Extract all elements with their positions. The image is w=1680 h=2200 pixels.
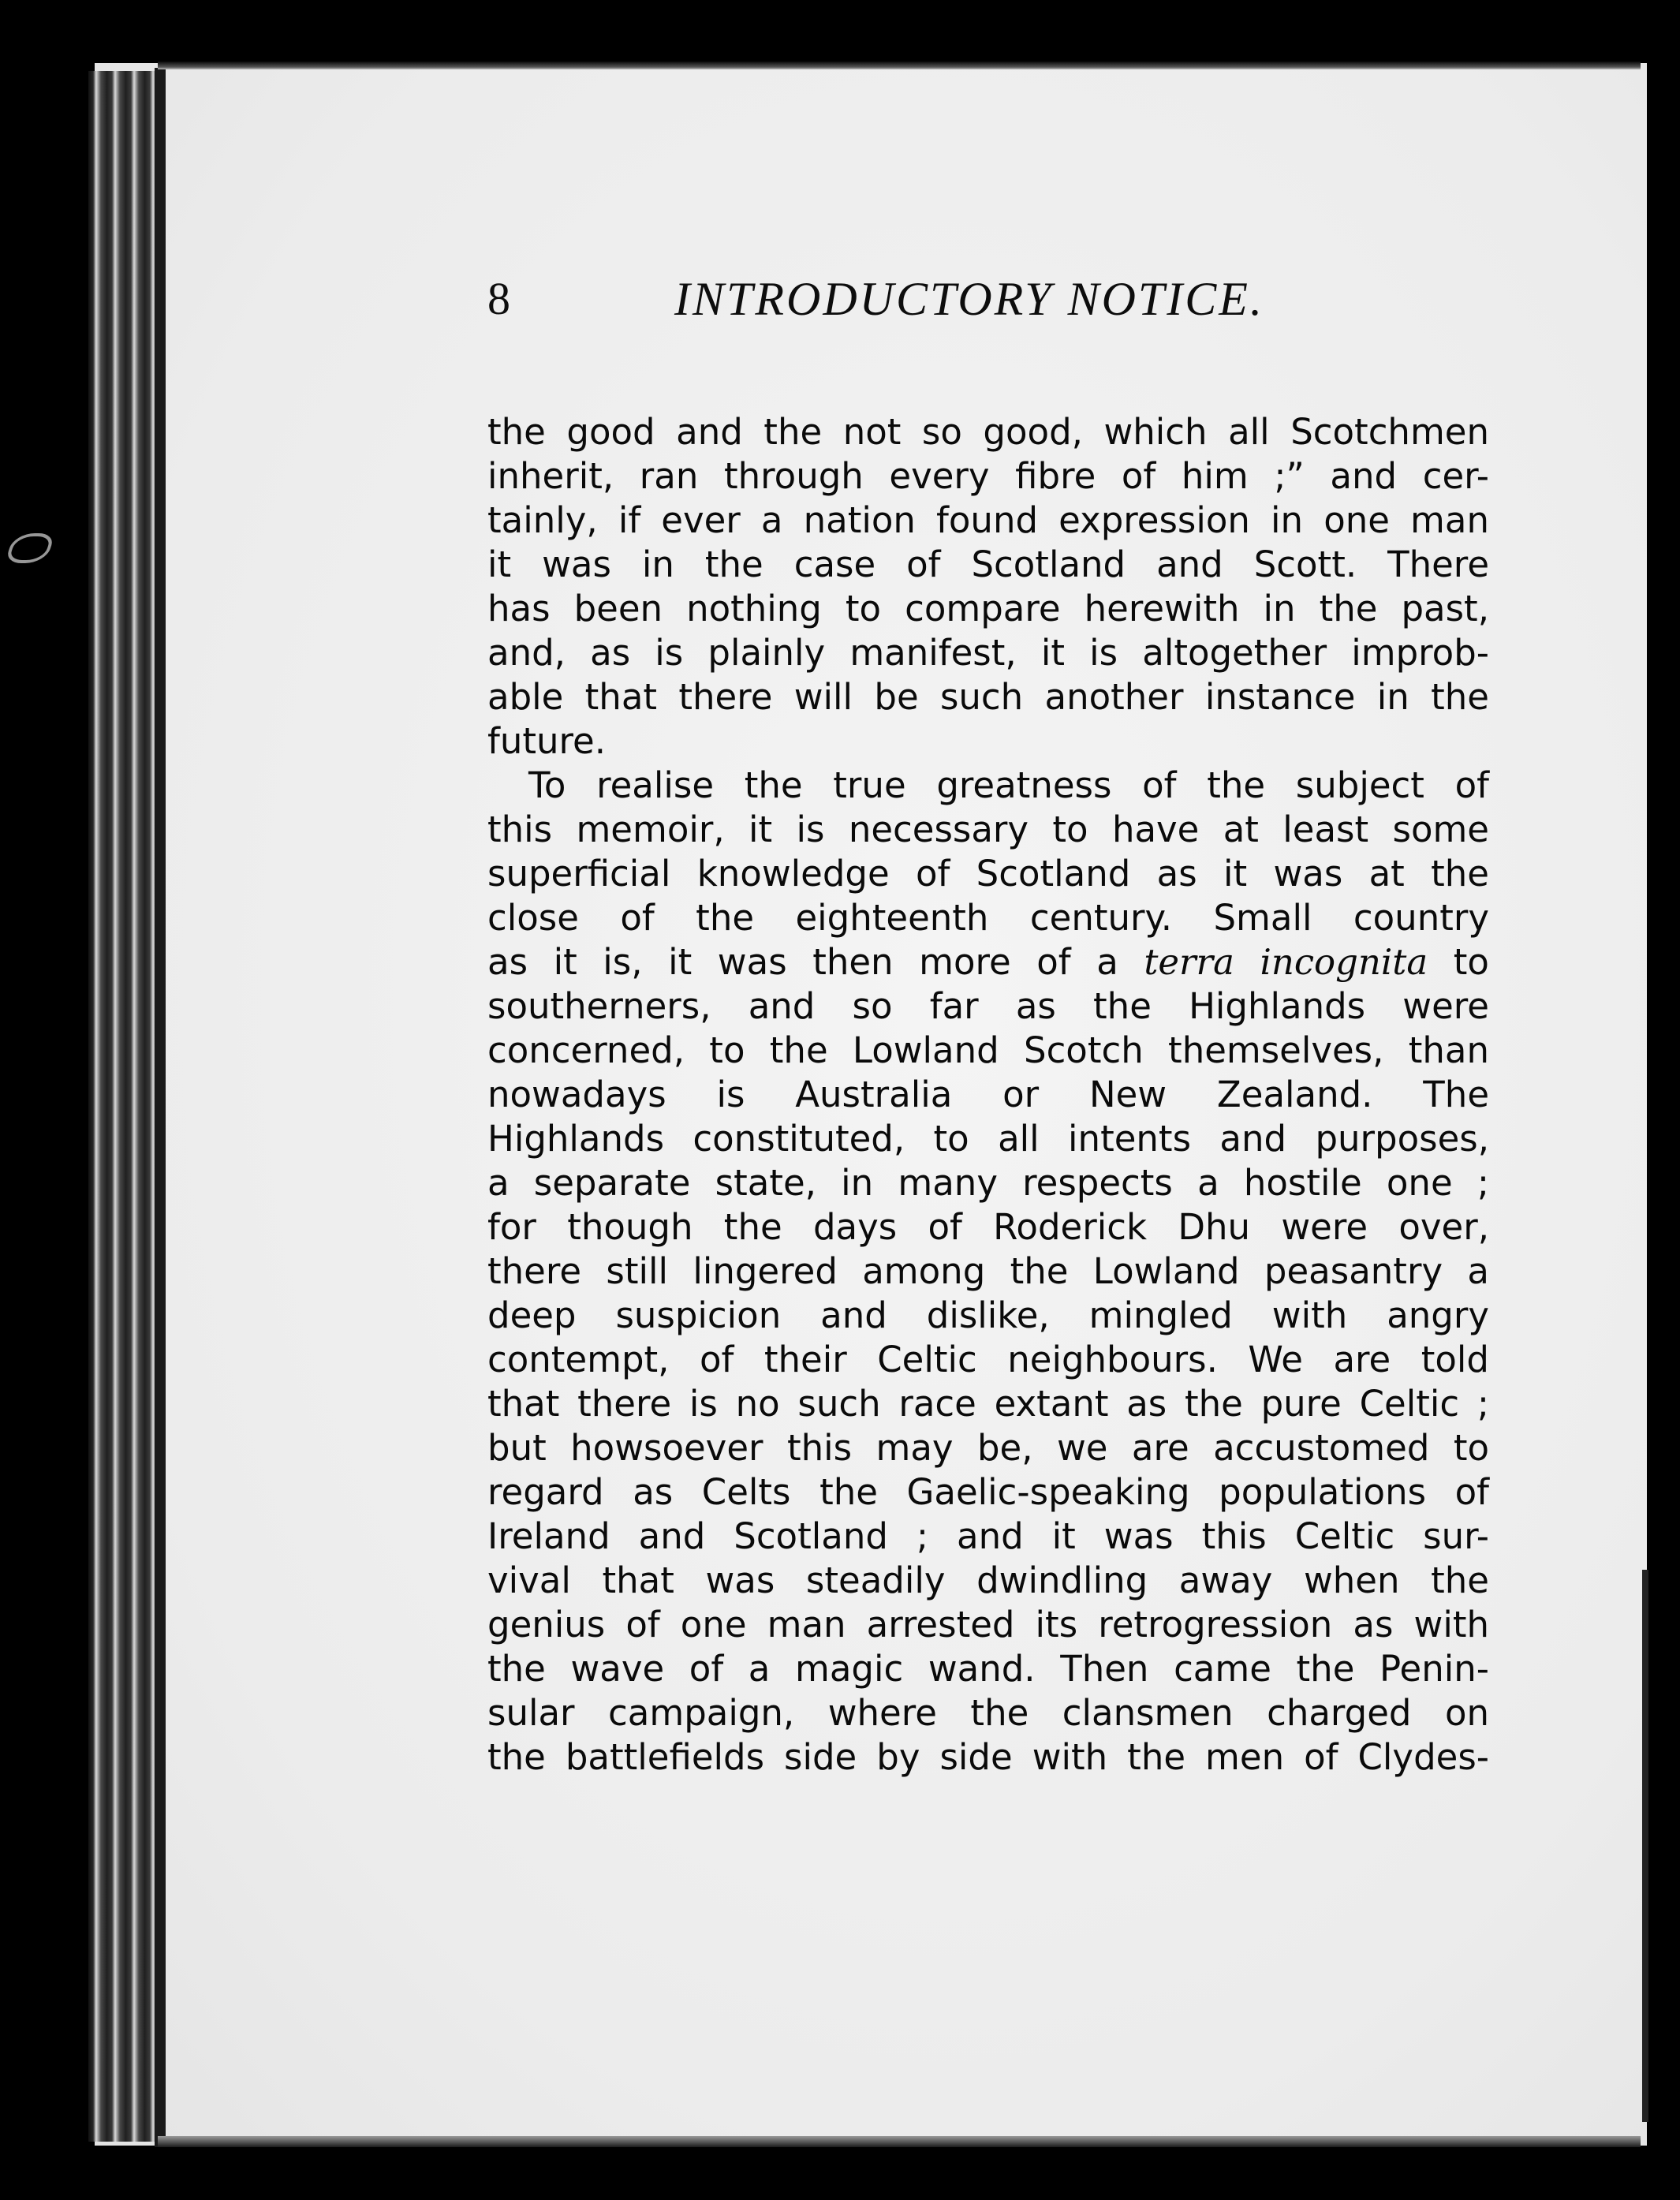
text-line: has been nothing to compare herewith in the past, — [487, 588, 1489, 629]
text-line: inherit, ran through every fibre of him ;” and cer- — [487, 455, 1489, 497]
running-title: INTRODUCTORY NOTICE. — [674, 273, 1264, 325]
text-line: future. — [487, 720, 607, 762]
text-line: it was in the case of Scotland and Scott. There — [487, 543, 1489, 585]
text-line: a separate state, in many respects a hostile one ; — [487, 1162, 1489, 1204]
text-line: tainly, if ever a nation found expression in one man — [487, 499, 1489, 541]
text-line: but howsoever this may be, we are accustomed to — [487, 1427, 1489, 1469]
text-line: contempt, of their Celtic neighbours. We are told — [487, 1339, 1489, 1380]
text-line: concerned, to the Lowland Scotch themselves, than — [487, 1029, 1489, 1071]
page-left-edge — [155, 68, 166, 2147]
text-line: Highlands constituted, to all intents and purposes, — [487, 1118, 1489, 1160]
text-segment: as it is, it was then more of a — [487, 941, 1118, 983]
paragraph-start-line: To realise the true greatness of the subject of — [528, 764, 1489, 806]
text-line: for though the days of Roderick Dhu were over, — [487, 1206, 1489, 1248]
margin-smudge-mark — [5, 533, 55, 563]
page-right-edge — [1642, 1570, 1648, 2122]
text-line: that there is no such race extant as the pure Celtic ; — [487, 1383, 1489, 1425]
page-bottom-edge — [158, 2136, 1641, 2147]
text-line: there still lingered among the Lowland peasantry a — [487, 1250, 1489, 1292]
text-line: Ireland and Scotland ; and it was this Celtic sur- — [487, 1515, 1489, 1557]
text-line: genius of one man arrested its retrogression as with — [487, 1604, 1489, 1645]
text-line: the wave of a magic wand. Then came the Penin- — [487, 1648, 1489, 1690]
text-segment: to — [1453, 941, 1489, 983]
text-line: deep suspicion and dislike, mingled with angry — [487, 1294, 1489, 1336]
page-top-edge — [158, 62, 1641, 69]
text-line: vival that was steadily dwindling away when the — [487, 1559, 1489, 1601]
text-line: superficial knowledge of Scotland as it was at the — [487, 853, 1489, 895]
text-line: the battlefields side by side with the men of Clydes- — [487, 1736, 1489, 1778]
text-line-with-italic — [487, 940, 1489, 984]
text-line: this memoir, it is necessary to have at least some — [487, 809, 1489, 850]
text-line: the good and the not so good, which all Scotchmen — [487, 411, 1489, 453]
text-line: able that there will be such another instance in the — [487, 676, 1489, 718]
body-text — [487, 410, 1489, 1780]
text-line: nowadays is Australia or New Zealand. The — [487, 1074, 1489, 1115]
text-line: regard as Celts the Gaelic-speaking populations of — [487, 1471, 1489, 1513]
book-binding-gutter — [88, 71, 164, 2142]
page-number: 8 — [487, 273, 510, 324]
page-header — [481, 272, 1317, 343]
text-line: close of the eighteenth century. Small country — [487, 897, 1489, 939]
text-line: and, as is plainly manifest, it is altogether improb- — [487, 632, 1489, 674]
text-line: sular campaign, where the clansmen charged on — [487, 1692, 1489, 1734]
italic-phrase: terra incognita — [1144, 941, 1428, 983]
text-line: southerners, and so far as the Highlands were — [487, 985, 1489, 1027]
